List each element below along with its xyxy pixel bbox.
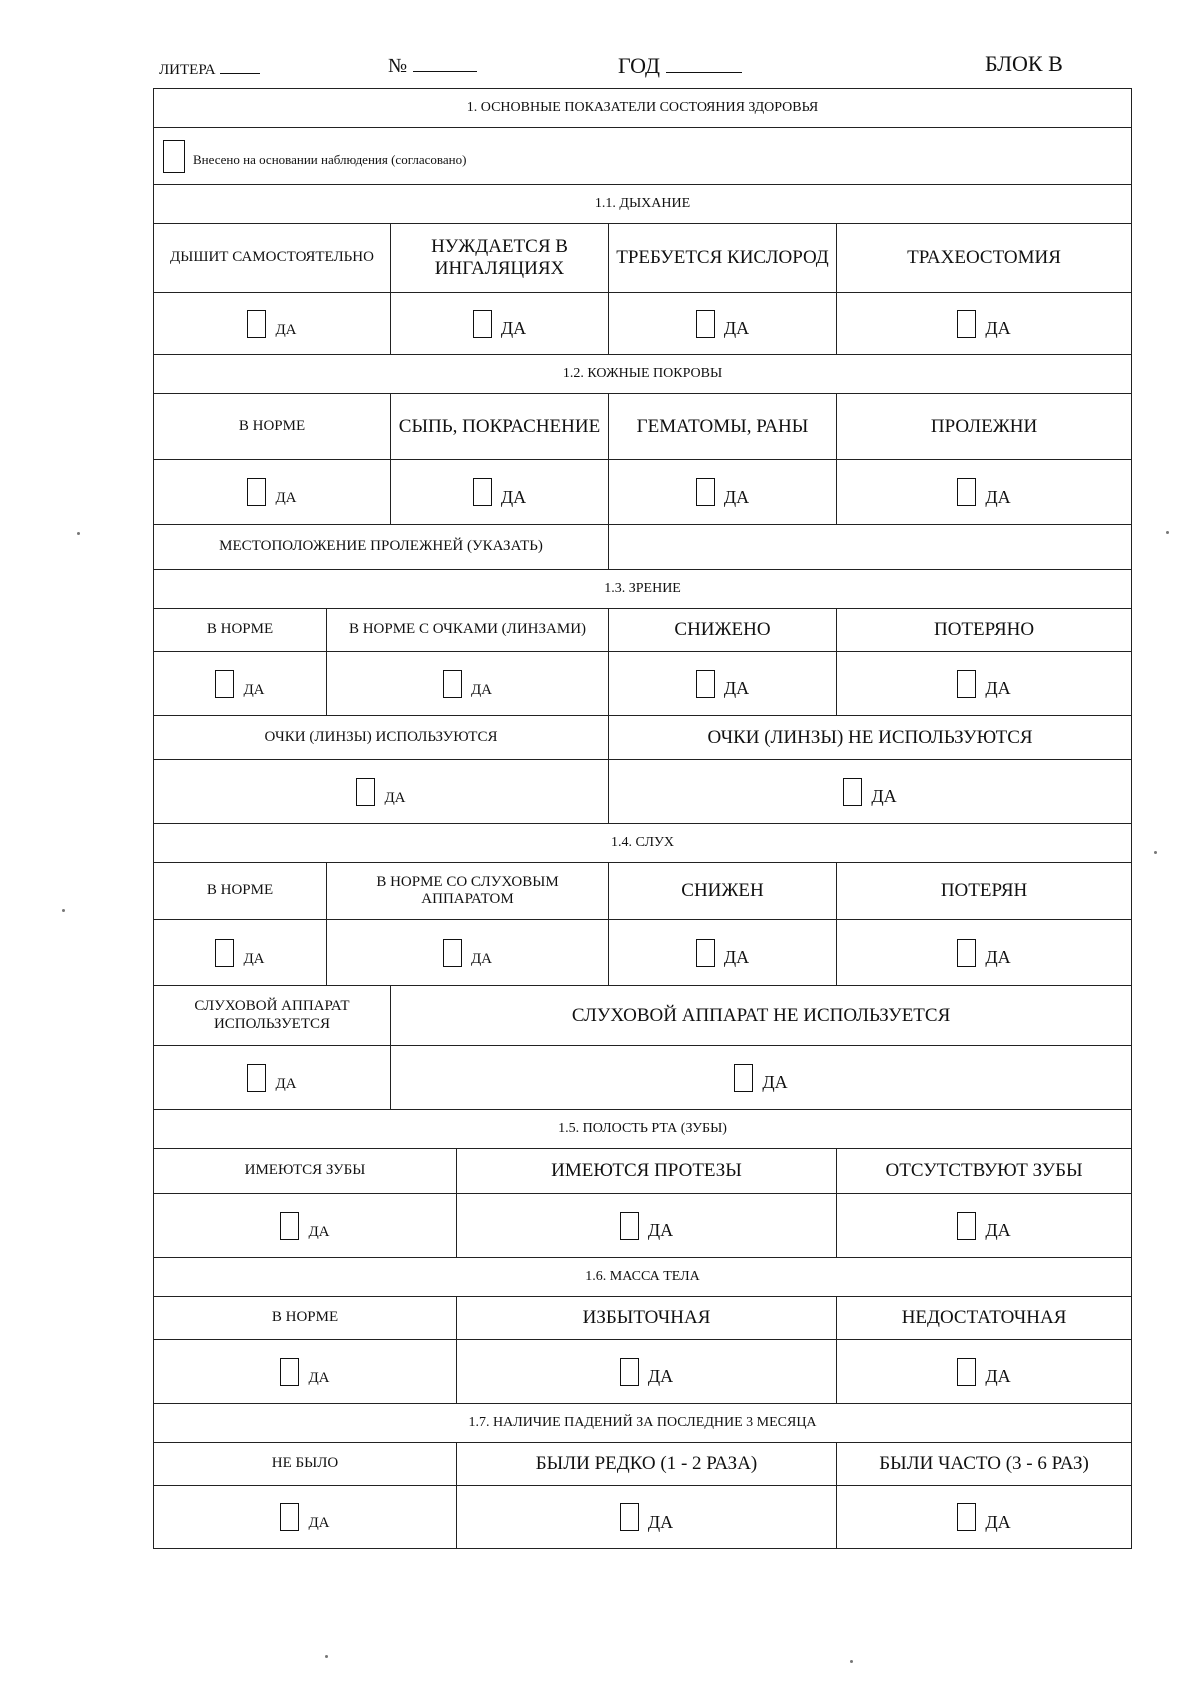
vision-reduced-yes[interactable] [696,670,749,698]
section-falls-title: 1.7. НАЛИЧИЕ ПАДЕНИЙ ЗА ПОСЛЕДНИЕ 3 МЕСЯЦА [154,1404,1132,1443]
checkbox[interactable] [620,1212,639,1240]
hearing-reduced-yes[interactable] [696,939,749,967]
hearing-yes-cell [837,920,1132,986]
yes-label: ДА [985,318,1011,339]
scan-speck [850,1660,853,1663]
checkbox[interactable] [280,1212,299,1240]
scan-speck [325,1655,328,1658]
glasses-not-used-cell [609,760,1132,824]
hearing-option-reduced: СНИЖЕН [609,863,837,920]
weight-option-excess: ИЗБЫТОЧНАЯ [457,1297,837,1340]
hearing-option-normal: В НОРМЕ [154,863,327,920]
hearing-option-aid: В НОРМЕ СО СЛУХОВЫМ АППАРАТОМ [327,863,609,920]
hearing-option-lost: ПОТЕРЯН [837,863,1132,920]
breathing-yes-cell [154,293,391,355]
skin-yes-cell [609,460,837,525]
yes-label: ДА [871,786,897,807]
falls-rare-yes[interactable] [620,1503,673,1531]
skin-option-normal: В НОРМЕ [154,394,391,460]
observed-row [154,128,1132,185]
mouth-yes-cell [154,1194,457,1258]
checkbox[interactable] [957,1503,976,1531]
yes-label: ДА [275,1075,297,1092]
vision-yes-cell [609,652,837,716]
observed-label: Внесено на основании наблюдения (согласовано) [193,151,467,167]
vision-yes-cell [327,652,609,716]
falls-option-none: НЕ БЫЛО [154,1443,457,1486]
number-label: № [388,55,408,77]
yes-label: ДА [723,947,750,968]
checkbox[interactable] [957,478,976,506]
checkbox[interactable] [957,670,976,698]
vision-glasses-yes[interactable] [443,670,492,698]
hearing-aid-yes[interactable] [443,939,492,967]
block-label: БЛОК В [985,51,1063,76]
checkbox[interactable] [957,1212,976,1240]
skin-yes-cell [837,460,1132,525]
breathing-tracheostomy-yes[interactable] [957,310,1010,338]
litera-blank[interactable] [220,73,260,74]
falls-option-rare: БЫЛИ РЕДКО (1 - 2 РАЗА) [457,1443,837,1486]
yes-label: ДА [985,947,1011,968]
checkbox[interactable] [843,778,862,806]
skin-rash-yes[interactable] [473,478,526,506]
checkbox[interactable] [957,310,976,338]
breathing-oxygen-yes[interactable] [696,310,749,338]
yes-label: ДА [275,490,297,507]
vision-normal-yes[interactable] [215,670,264,698]
checkbox[interactable] [696,478,715,506]
yes-label: ДА [985,486,1011,507]
weight-normal-yes[interactable] [280,1358,329,1386]
yes-label: ДА [647,1511,674,1532]
weight-option-normal: В НОРМЕ [154,1297,457,1340]
skin-wounds-yes[interactable] [696,478,749,506]
section-breathing-title: 1.1. ДЫХАНИЕ [154,185,1132,224]
yes-label: ДА [985,678,1011,699]
mouth-yes-cell [457,1194,837,1258]
checkbox[interactable] [247,310,266,338]
vision-yes-cell [837,652,1132,716]
checkbox[interactable] [473,478,492,506]
yes-label: ДА [308,1369,330,1386]
yes-label: ДА [723,678,750,699]
weight-option-deficient: НЕДОСТАТОЧНАЯ [837,1297,1132,1340]
checkbox[interactable] [443,670,462,698]
yes-label: ДА [500,486,527,507]
number-blank[interactable] [413,71,477,72]
section-main-title: 1. ОСНОВНЫЕ ПОКАЗАТЕЛИ СОСТОЯНИЯ ЗДОРОВЬЯ [154,89,1132,128]
yes-label: ДА [470,950,493,967]
yes-label: ДА [985,1220,1011,1241]
checkbox[interactable] [696,310,715,338]
vision-lost-yes[interactable] [957,670,1010,698]
scan-speck [1166,531,1169,534]
glasses-used-cell [154,760,609,824]
scan-speck [1154,851,1157,854]
glasses-not-used-label: ОЧКИ (ЛИНЗЫ) НЕ ИСПОЛЬЗУЮТСЯ [609,716,1132,760]
yes-label: ДА [384,789,406,806]
checkbox[interactable] [734,1064,753,1092]
hearing-aid-used-label: СЛУХОВОЙ АППАРАТ ИСПОЛЬЗУЕТСЯ [154,986,391,1046]
checkbox[interactable] [620,1503,639,1531]
yes-label: ДА [275,321,297,338]
checkbox[interactable] [473,310,492,338]
yes-label: ДА [985,1366,1011,1387]
mouth-yes-cell [837,1194,1132,1258]
scan-speck [62,909,65,912]
checkbox[interactable] [443,939,462,967]
falls-option-often: БЫЛИ ЧАСТО (3 - 6 РАЗ) [837,1443,1132,1486]
vision-option-glasses: В НОРМЕ С ОЧКАМИ (ЛИНЗАМИ) [327,609,609,652]
mouth-no-teeth-yes[interactable] [957,1212,1010,1240]
litera-field[interactable] [159,62,260,79]
hearing-yes-cell [609,920,837,986]
vision-yes-cell [154,652,327,716]
glasses-used-yes[interactable] [356,778,405,806]
section-weight-title: 1.6. МАССА ТЕЛА [154,1258,1132,1297]
vision-option-lost: ПОТЕРЯНО [837,609,1132,652]
yes-label: ДА [470,681,493,698]
breathing-yes-cell [391,293,609,355]
yes-label: ДА [308,1515,330,1532]
checkbox[interactable] [215,939,234,967]
section-mouth-title: 1.5. ПОЛОСТЬ РТА (ЗУБЫ) [154,1110,1132,1149]
bedsore-location-label: МЕСТОПОЛОЖЕНИЕ ПРОЛЕЖНЕЙ (УКАЗАТЬ) [154,525,609,570]
checkbox[interactable] [620,1358,639,1386]
breathing-inhalation-yes[interactable] [473,310,526,338]
skin-option-wounds: ГЕМАТОМЫ, РАНЫ [609,394,837,460]
yes-label: ДА [723,486,750,507]
checkbox[interactable] [957,1358,976,1386]
breathing-option-tracheostomy: ТРАХЕОСТОМИЯ [837,224,1132,293]
checkbox[interactable] [696,939,715,967]
section-hearing-title: 1.4. СЛУХ [154,824,1132,863]
skin-bedsores-yes[interactable] [957,478,1010,506]
hearing-normal-yes[interactable] [215,939,264,967]
skin-yes-cell [154,460,391,525]
checkbox[interactable] [696,670,715,698]
weight-deficient-yes[interactable] [957,1358,1010,1386]
skin-option-rash: СЫПЬ, ПОКРАСНЕНИЕ [391,394,609,460]
falls-often-yes[interactable] [957,1503,1010,1531]
yes-label: ДА [762,1072,788,1093]
year-field[interactable] [618,53,742,79]
breathing-option-self: ДЫШИТ САМОСТОЯТЕЛЬНО [154,224,391,293]
mouth-dentures-yes[interactable] [620,1212,673,1240]
scan-speck [77,532,80,535]
checkbox[interactable] [957,939,976,967]
breathing-yes-cell [609,293,837,355]
mouth-teeth-yes[interactable] [280,1212,329,1240]
breathing-option-inhalation: НУЖДАЕТСЯ В ИНГАЛЯЦИЯХ [391,224,609,293]
skin-yes-cell [391,460,609,525]
yes-label: ДА [723,318,750,339]
yes-label: ДА [243,681,265,698]
form-header [0,48,1200,88]
yes-label: ДА [647,1220,674,1241]
hearing-aid-not-used-cell [391,1046,1132,1110]
skin-option-bedsores: ПРОЛЕЖНИ [837,394,1132,460]
vision-option-normal: В НОРМЕ [154,609,327,652]
breathing-self-yes[interactable] [247,310,296,338]
yes-label: ДА [308,1223,330,1240]
hearing-lost-yes[interactable] [957,939,1010,967]
observed-option[interactable] [163,140,466,173]
checkbox[interactable] [247,478,266,506]
weight-excess-yes[interactable] [620,1358,673,1386]
falls-none-yes[interactable] [280,1503,329,1531]
yes-label: ДА [647,1366,674,1387]
hearing-yes-cell [154,920,327,986]
checkbox[interactable] [356,778,375,806]
hearing-aid-used-yes[interactable] [247,1064,296,1092]
hearing-aid-not-used-yes[interactable] [734,1064,787,1092]
weight-yes-cell [837,1340,1132,1404]
yes-label: ДА [985,1511,1011,1532]
year-label: ГОД [618,53,660,78]
hearing-aid-used-cell [154,1046,391,1110]
checkbox[interactable] [215,670,234,698]
breathing-yes-cell [837,293,1132,355]
mouth-option-dentures: ИМЕЮТСЯ ПРОТЕЗЫ [457,1149,837,1194]
litera-label: ЛИТЕРА [159,62,216,78]
breathing-option-oxygen: ТРЕБУЕТСЯ КИСЛОРОД [609,224,837,293]
yes-label: ДА [500,318,527,339]
checkbox[interactable] [280,1358,299,1386]
hearing-aid-not-used-label: СЛУХОВОЙ АППАРАТ НЕ ИСПОЛЬЗУЕТСЯ [391,986,1132,1046]
hearing-yes-cell [327,920,609,986]
number-field[interactable] [388,55,477,78]
falls-yes-cell [154,1486,457,1549]
observed-checkbox[interactable] [163,140,185,173]
mouth-option-teeth: ИМЕЮТСЯ ЗУБЫ [154,1149,457,1194]
checkbox[interactable] [247,1064,266,1092]
glasses-not-used-yes[interactable] [843,778,896,806]
year-blank[interactable] [666,72,742,73]
glasses-used-label: ОЧКИ (ЛИНЗЫ) ИСПОЛЬЗУЮТСЯ [154,716,609,760]
bedsore-location-input[interactable] [609,525,1132,570]
falls-yes-cell [837,1486,1132,1549]
falls-yes-cell [457,1486,837,1549]
health-indicators-table [153,88,1132,1549]
weight-yes-cell [154,1340,457,1404]
weight-yes-cell [457,1340,837,1404]
mouth-option-no-teeth: ОТСУТСТВУЮТ ЗУБЫ [837,1149,1132,1194]
section-vision-title: 1.3. ЗРЕНИЕ [154,570,1132,609]
vision-option-reduced: СНИЖЕНО [609,609,837,652]
yes-label: ДА [243,950,265,967]
section-skin-title: 1.2. КОЖНЫЕ ПОКРОВЫ [154,355,1132,394]
skin-normal-yes[interactable] [247,478,296,506]
checkbox[interactable] [280,1503,299,1531]
